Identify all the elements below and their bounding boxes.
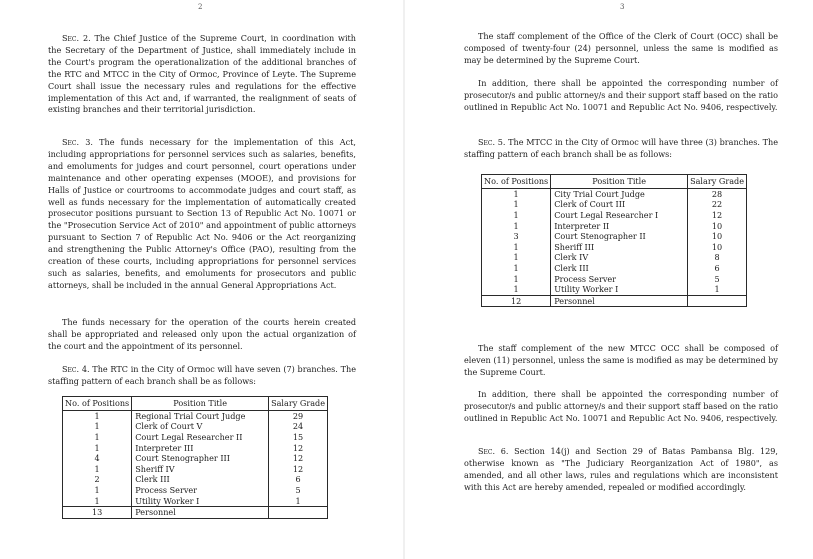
salary-grade-cell: 6 [269,474,328,485]
position-title-cell: Court Stenographer II [551,231,688,242]
section-2-paragraph [48,33,356,116]
total-grade-cell [269,507,328,519]
occ-paragraph: The staff complement of the Office of the Clerk of Court (OCC) shall be composed of twenty-four (24) personnel, unless the same is modified as may be determined by the Supreme Court. [464,31,778,65]
total-grade-cell [688,295,747,307]
section-4-paragraph [48,364,356,388]
section-2-text: The Chief Justice of the Supreme Court, in coordination with the Secretary of the Department of Justice, shall immediately include in the Court's program the operationalization of the additional branches of the RTC and MTCC in the City of Ormoc, Province of Leyte. The Supreme Court shall issue the necessary rules and regulations for the effective implementation of this Act and, if warranted, the realignment of seats of existing branches and their territorial jurisdiction. [48,33,356,115]
salary-grade-cell: 28 [688,188,747,199]
table-row [63,485,328,496]
table-row [63,410,328,421]
positions-cell: 1 [482,263,551,274]
section-4-label: Sec. 4. [62,364,90,374]
page-right [410,0,813,559]
salary-grade-cell: 8 [688,252,747,263]
table-row [482,231,747,242]
table-row [482,263,747,274]
section-5-paragraph [464,137,778,161]
prosecutors-paragraph-2: In addition, there shall be appointed the corresponding number of prosecutor/s and public attorney/s and their support staff based on the ratio outlined in Republic Act No. 10071 and Republic Act No. 9406, respectively. [464,389,778,423]
table-row [482,242,747,253]
position-title-cell: Utility Worker I [132,496,269,507]
column-header: Position Title [132,397,269,411]
table-row [63,496,328,507]
salary-grade-cell: 1 [688,284,747,295]
position-title-cell: Court Stenographer III [132,453,269,464]
table-row [63,432,328,443]
salary-grade-cell: 6 [688,263,747,274]
table-row [482,274,747,285]
section-5-text: The MTCC in the City of Ormoc will have three (3) branches. The staffing pattern of each branch shall be as follows: [464,137,778,159]
section-3-label: Sec. 3. [62,137,93,147]
table-row [63,421,328,432]
position-title-cell: Clerk of Court III [551,199,688,210]
position-title-cell: Regional Trial Court Judge [132,410,269,421]
positions-cell: 1 [63,443,132,454]
positions-cell: 1 [63,496,132,507]
positions-cell: 1 [482,210,551,221]
total-positions-cell: 12 [482,295,551,307]
mtcc-staffing-table [481,174,747,307]
positions-cell: 1 [482,188,551,199]
position-title-cell: Sheriff III [551,242,688,253]
position-title-cell: Clerk III [132,474,269,485]
salary-grade-cell: 12 [269,453,328,464]
table-row [482,221,747,232]
salary-grade-cell: 10 [688,242,747,253]
salary-grade-cell: 12 [269,464,328,475]
mtcc-occ-paragraph: The staff complement of the new MTCC OCC shall be composed of eleven (11) personnel, unless the same is modified as may be determined by the Supreme Court. [464,343,778,377]
positions-cell: 1 [482,199,551,210]
table-row [482,252,747,263]
positions-cell: 1 [63,464,132,475]
salary-grade-cell: 12 [688,210,747,221]
table-row [482,199,747,210]
salary-grade-cell: 10 [688,221,747,232]
table-row [63,453,328,464]
section-5-label: Sec. 5. [478,137,506,147]
position-title-cell: Court Legal Researcher II [132,432,269,443]
column-header: Salary Grade [688,175,747,189]
page-left [0,0,398,559]
page-number-left: 2 [198,3,203,11]
position-title-cell: Clerk III [551,263,688,274]
position-title-cell: Clerk IV [551,252,688,263]
salary-grade-cell: 24 [269,421,328,432]
position-title-cell: Interpreter III [132,443,269,454]
column-header: No. of Positions [482,175,551,189]
column-header: Position Title [551,175,688,189]
salary-grade-cell: 15 [269,432,328,443]
section-6-paragraph [464,446,778,494]
positions-cell: 1 [482,274,551,285]
total-label-cell: Personnel [551,295,688,307]
position-title-cell: Clerk of Court V [132,421,269,432]
positions-cell: 1 [482,252,551,263]
positions-cell: 4 [63,453,132,464]
page-number-right: 3 [620,3,625,11]
salary-grade-cell: 22 [688,199,747,210]
salary-grade-cell: 1 [269,496,328,507]
position-title-cell: City Trial Court Judge [551,188,688,199]
rtc-staffing-table [62,396,328,519]
position-title-cell: Process Server [132,485,269,496]
section-3-text: The funds necessary for the implementation of this Act, including appropriations for personnel services such as salaries, benefits, and emoluments for judges and court personnel, court operations under maintenance and other operating expenses (MOOE), and provisions for Halls of Justice or courtrooms to accommodate judges and court staff, as well as funds necessary for the implementation of automatically created prosecutor positions pursuant to Section 13 of Republic Act No. 10071 or the "Prosecution Service Act of 2010" and appointment of public attorneys pursuant to Section 7 of Republic Act No. 9406 or the Act reorganizing and strengthening the Public Attorney's Office (PAO), resulting from the creation of these courts, including appropriations for personnel services such as salaries, benefits, and emoluments for prosecutors and public attorneys, shall be included in the annual General Appropriations Act. [48,137,356,290]
table-row [63,474,328,485]
total-positions-cell: 13 [63,507,132,519]
table-row [63,464,328,475]
total-label-cell: Personnel [132,507,269,519]
positions-cell: 1 [482,242,551,253]
table-total-row [482,295,747,307]
position-title-cell: Court Legal Researcher I [551,210,688,221]
table-header-row [482,175,747,189]
positions-cell: 1 [482,221,551,232]
table-header-row [63,397,328,411]
salary-grade-cell: 10 [688,231,747,242]
section-6-text: Section 14(j) and Section 29 of Batas Pambansa Blg. 129, otherwise known as "The Judiciary Reorganization Act of 1980", as amended, and all other laws, rules and regulations which are inconsistent with this Act are hereby amended, repealed or modified accordingly. [464,446,778,492]
section-3-paragraph [48,137,356,292]
salary-grade-cell: 29 [269,410,328,421]
table-row [482,284,747,295]
positions-cell: 1 [63,485,132,496]
positions-cell: 1 [63,421,132,432]
section-2-label: Sec. 2. [62,33,91,43]
table-row [63,443,328,454]
table-row [482,188,747,199]
positions-cell: 2 [63,474,132,485]
positions-cell: 3 [482,231,551,242]
column-header: No. of Positions [63,397,132,411]
page-gutter [403,0,405,559]
column-header: Salary Grade [269,397,328,411]
salary-grade-cell: 12 [269,443,328,454]
positions-cell: 1 [63,432,132,443]
positions-cell: 1 [482,284,551,295]
position-title-cell: Interpreter II [551,221,688,232]
section-6-label: Sec. 6. [478,446,509,456]
position-title-cell: Process Server [551,274,688,285]
section-4-text: The RTC in the City of Ormoc will have seven (7) branches. The staffing pattern of each branch shall be as follows: [48,364,357,386]
funds-paragraph: The funds necessary for the operation of the courts herein created shall be appropriated and released only upon the actual organization of the court and the appointment of its personnel. [48,317,356,351]
positions-cell: 1 [63,410,132,421]
position-title-cell: Sheriff IV [132,464,269,475]
salary-grade-cell: 5 [269,485,328,496]
salary-grade-cell: 5 [688,274,747,285]
table-row [482,210,747,221]
prosecutors-paragraph: In addition, there shall be appointed the corresponding number of prosecutor/s and public attorney/s and their support staff based on the ratio outlined in Republic Act No. 10071 and Republic Act No. 9406, respectively. [464,78,778,112]
table-total-row [63,507,328,519]
position-title-cell: Utility Worker I [551,284,688,295]
